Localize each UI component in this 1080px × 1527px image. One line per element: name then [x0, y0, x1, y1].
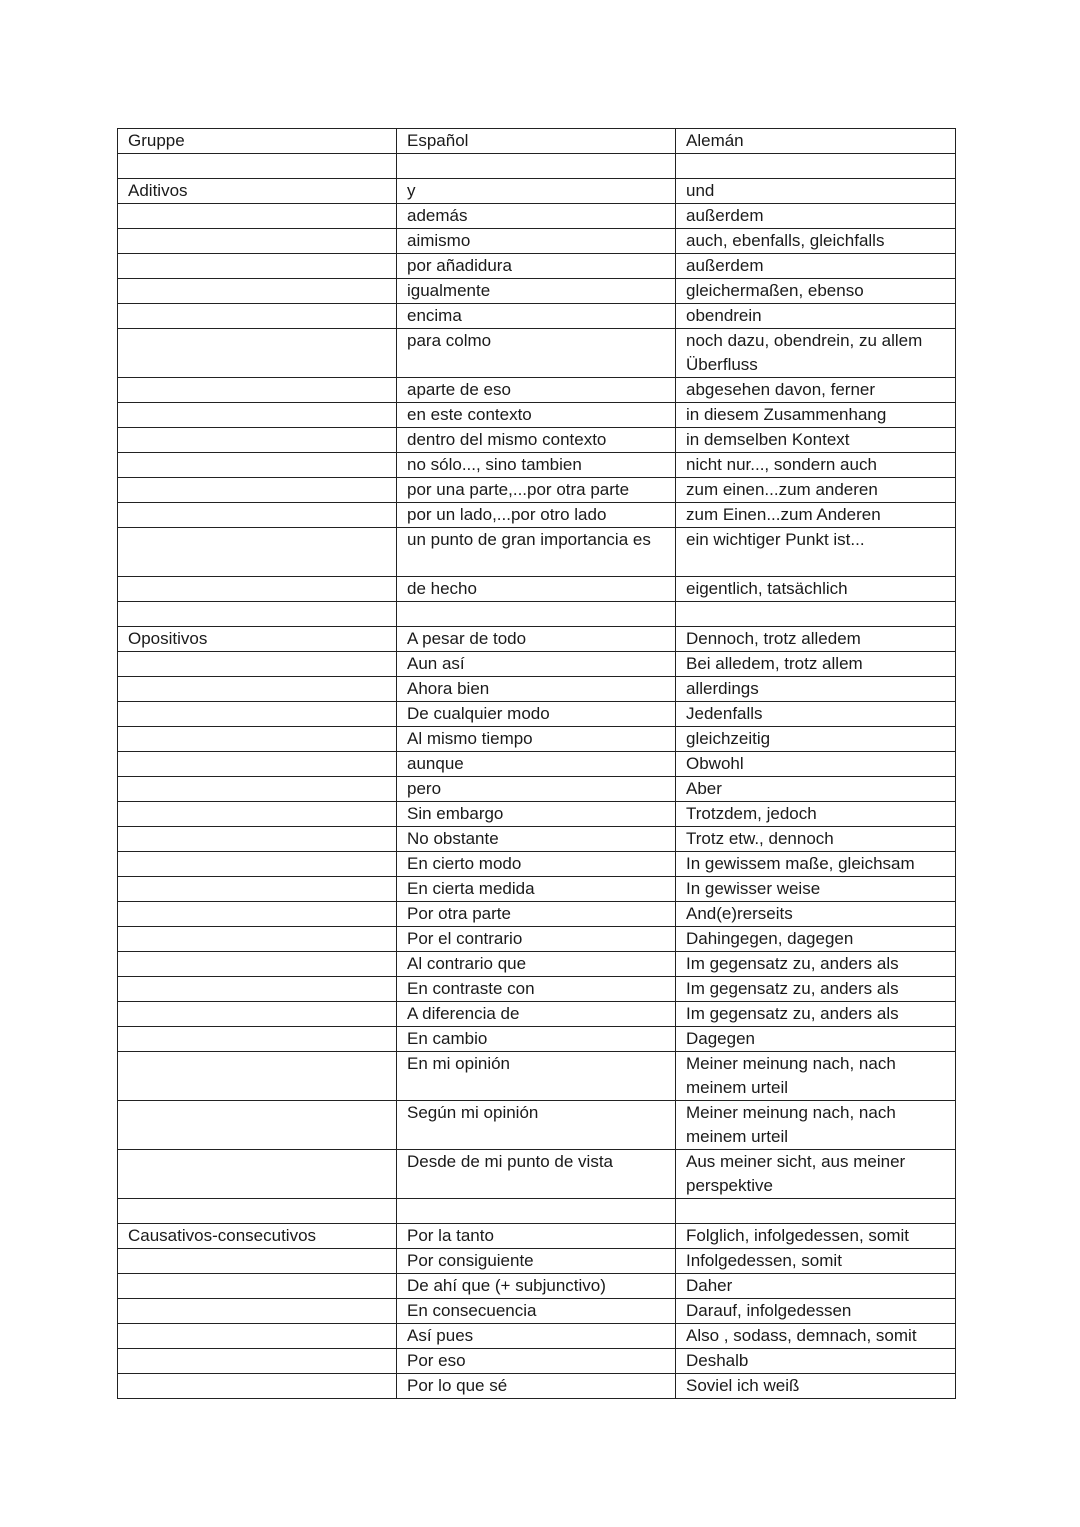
- spanish-cell: En consecuencia: [397, 1299, 676, 1324]
- spanish-cell: De cualquier modo: [397, 702, 676, 727]
- group-cell: [118, 1199, 397, 1224]
- group-cell: [118, 1274, 397, 1299]
- spanish-cell: Por otra parte: [397, 902, 676, 927]
- spanish-cell: en este contexto: [397, 403, 676, 428]
- table-row: [118, 528, 956, 577]
- group-cell: [118, 329, 397, 378]
- header-aleman: Alemán: [676, 129, 956, 154]
- german-cell: Soviel ich weiß: [676, 1374, 956, 1399]
- spanish-cell: no sólo..., sino tambien: [397, 453, 676, 478]
- group-cell: Causativos-consecutivos: [118, 1224, 397, 1249]
- spanish-cell: aunque: [397, 752, 676, 777]
- german-cell: Jedenfalls: [676, 702, 956, 727]
- spanish-cell: Desde de mi punto de vista: [397, 1150, 676, 1199]
- table-row: [118, 428, 956, 453]
- group-cell: [118, 677, 397, 702]
- spanish-cell: encima: [397, 304, 676, 329]
- german-cell: ein wichtiger Punkt ist...: [676, 528, 956, 577]
- spanish-cell: Por el contrario: [397, 927, 676, 952]
- german-cell: Aus meiner sicht, aus meiner perspektive: [676, 1150, 956, 1199]
- group-cell: [118, 1324, 397, 1349]
- german-cell: in demselben Kontext: [676, 428, 956, 453]
- group-cell: [118, 154, 397, 179]
- table-row: [118, 727, 956, 752]
- german-cell: Trotzdem, jedoch: [676, 802, 956, 827]
- group-cell: [118, 403, 397, 428]
- spanish-cell: A diferencia de: [397, 1002, 676, 1027]
- group-cell: [118, 1374, 397, 1399]
- spanish-cell: Ahora bien: [397, 677, 676, 702]
- table-row: [118, 802, 956, 827]
- german-cell: Im gegensatz zu, anders als: [676, 1002, 956, 1027]
- spanish-cell: Así pues: [397, 1324, 676, 1349]
- spanish-cell: Aun así: [397, 652, 676, 677]
- spanish-cell: Por consiguiente: [397, 1249, 676, 1274]
- table-row: [118, 154, 956, 179]
- table-row: [118, 952, 956, 977]
- group-cell: [118, 1150, 397, 1199]
- german-cell: außerdem: [676, 254, 956, 279]
- german-cell: Darauf, infolgedessen: [676, 1299, 956, 1324]
- german-cell: [676, 154, 956, 179]
- german-cell: Im gegensatz zu, anders als: [676, 977, 956, 1002]
- table-row: [118, 503, 956, 528]
- german-cell: Infolgedessen, somit: [676, 1249, 956, 1274]
- group-cell: [118, 702, 397, 727]
- group-cell: [118, 254, 397, 279]
- spanish-cell: Al mismo tiempo: [397, 727, 676, 752]
- table-row: [118, 1027, 956, 1052]
- german-cell: Deshalb: [676, 1349, 956, 1374]
- german-cell: Bei alledem, trotz allem: [676, 652, 956, 677]
- group-cell: [118, 304, 397, 329]
- group-cell: [118, 902, 397, 927]
- group-cell: [118, 577, 397, 602]
- german-cell: Daher: [676, 1274, 956, 1299]
- group-cell: [118, 852, 397, 877]
- group-cell: [118, 927, 397, 952]
- table-body: [118, 154, 956, 1399]
- group-cell: [118, 727, 397, 752]
- spanish-cell: [397, 602, 676, 627]
- german-cell: Folglich, infolgedessen, somit: [676, 1224, 956, 1249]
- spanish-cell: Según mi opinión: [397, 1101, 676, 1150]
- german-cell: zum Einen...zum Anderen: [676, 503, 956, 528]
- table-row: [118, 652, 956, 677]
- spanish-cell: por una parte,...por otra parte: [397, 478, 676, 503]
- german-cell: Aber: [676, 777, 956, 802]
- group-cell: [118, 652, 397, 677]
- group-cell: [118, 1349, 397, 1374]
- table-row: [118, 1299, 956, 1324]
- group-cell: [118, 752, 397, 777]
- group-cell: [118, 1299, 397, 1324]
- spanish-cell: aparte de eso: [397, 378, 676, 403]
- table-header-row: [118, 129, 956, 154]
- group-cell: [118, 1027, 397, 1052]
- table-row: [118, 1002, 956, 1027]
- table-row: [118, 1101, 956, 1150]
- table-row: [118, 1324, 956, 1349]
- spanish-cell: Sin embargo: [397, 802, 676, 827]
- group-cell: [118, 602, 397, 627]
- spanish-cell: En mi opinión: [397, 1052, 676, 1101]
- spanish-cell: En cierto modo: [397, 852, 676, 877]
- header-gruppe: Gruppe: [118, 129, 397, 154]
- german-cell: Dagegen: [676, 1027, 956, 1052]
- table-row: [118, 1052, 956, 1101]
- table-row: [118, 702, 956, 727]
- spanish-cell: [397, 154, 676, 179]
- table-row: [118, 229, 956, 254]
- group-cell: [118, 478, 397, 503]
- table-row: [118, 927, 956, 952]
- header-espanol: Español: [397, 129, 676, 154]
- table-row: [118, 602, 956, 627]
- table-row: [118, 179, 956, 204]
- table-row: [118, 403, 956, 428]
- spanish-cell: aimismo: [397, 229, 676, 254]
- german-cell: gleichermaßen, ebenso: [676, 279, 956, 304]
- spanish-cell: No obstante: [397, 827, 676, 852]
- spanish-cell: además: [397, 204, 676, 229]
- german-cell: zum einen...zum anderen: [676, 478, 956, 503]
- group-cell: [118, 827, 397, 852]
- german-cell: und: [676, 179, 956, 204]
- spanish-cell: Al contrario que: [397, 952, 676, 977]
- table-row: [118, 329, 956, 378]
- german-cell: Trotz etw., dennoch: [676, 827, 956, 852]
- german-cell: eigentlich, tatsächlich: [676, 577, 956, 602]
- spanish-cell: A pesar de todo: [397, 627, 676, 652]
- group-cell: Opositivos: [118, 627, 397, 652]
- german-cell: Dennoch, trotz alledem: [676, 627, 956, 652]
- german-cell: abgesehen davon, ferner: [676, 378, 956, 403]
- german-cell: noch dazu, obendrein, zu allem Überfluss: [676, 329, 956, 378]
- group-cell: [118, 777, 397, 802]
- spanish-cell: igualmente: [397, 279, 676, 304]
- german-cell: Meiner meinung nach, nach meinem urteil: [676, 1101, 956, 1150]
- table-row: [118, 852, 956, 877]
- table-row: [118, 827, 956, 852]
- spanish-cell: [397, 1199, 676, 1224]
- german-cell: gleichzeitig: [676, 727, 956, 752]
- group-cell: [118, 877, 397, 902]
- table-row: [118, 977, 956, 1002]
- group-cell: [118, 952, 397, 977]
- group-cell: [118, 1101, 397, 1150]
- german-cell: Also , sodass, demnach, somit: [676, 1324, 956, 1349]
- group-cell: [118, 453, 397, 478]
- spanish-cell: por añadidura: [397, 254, 676, 279]
- group-cell: [118, 977, 397, 1002]
- spanish-cell: Por la tanto: [397, 1224, 676, 1249]
- spanish-cell: para colmo: [397, 329, 676, 378]
- table-row: [118, 1349, 956, 1374]
- spanish-cell: En cierta medida: [397, 877, 676, 902]
- spanish-cell: Por lo que sé: [397, 1374, 676, 1399]
- german-cell: auch, ebenfalls, gleichfalls: [676, 229, 956, 254]
- table-row: [118, 304, 956, 329]
- group-cell: [118, 229, 397, 254]
- spanish-cell: Por eso: [397, 1349, 676, 1374]
- table-row: [118, 478, 956, 503]
- table-row: [118, 677, 956, 702]
- group-cell: [118, 802, 397, 827]
- group-cell: [118, 279, 397, 304]
- table-row: [118, 254, 956, 279]
- spanish-cell: y: [397, 179, 676, 204]
- table-row: [118, 777, 956, 802]
- table-row: [118, 1374, 956, 1399]
- spanish-cell: dentro del mismo contexto: [397, 428, 676, 453]
- german-cell: allerdings: [676, 677, 956, 702]
- german-cell: Im gegensatz zu, anders als: [676, 952, 956, 977]
- table-row: [118, 453, 956, 478]
- table-row: [118, 752, 956, 777]
- table-row: [118, 627, 956, 652]
- spanish-cell: En cambio: [397, 1027, 676, 1052]
- table-row: [118, 1199, 956, 1224]
- group-cell: [118, 1052, 397, 1101]
- group-cell: [118, 378, 397, 403]
- spanish-cell: por un lado,...por otro lado: [397, 503, 676, 528]
- group-cell: [118, 1002, 397, 1027]
- german-cell: Meiner meinung nach, nach meinem urteil: [676, 1052, 956, 1101]
- german-cell: [676, 1199, 956, 1224]
- table-row: [118, 204, 956, 229]
- group-cell: Aditivos: [118, 179, 397, 204]
- german-cell: obendrein: [676, 304, 956, 329]
- spanish-cell: un punto de gran importancia es: [397, 528, 676, 577]
- group-cell: [118, 428, 397, 453]
- table-row: [118, 279, 956, 304]
- table-row: [118, 1150, 956, 1199]
- vocabulary-table: [117, 128, 956, 1399]
- table-row: [118, 378, 956, 403]
- group-cell: [118, 204, 397, 229]
- group-cell: [118, 1249, 397, 1274]
- table-row: [118, 1249, 956, 1274]
- spanish-cell: De ahí que (+ subjunctivo): [397, 1274, 676, 1299]
- table-row: [118, 1274, 956, 1299]
- german-cell: [676, 602, 956, 627]
- german-cell: außerdem: [676, 204, 956, 229]
- german-cell: Obwohl: [676, 752, 956, 777]
- german-cell: And(e)rerseits: [676, 902, 956, 927]
- spanish-cell: En contraste con: [397, 977, 676, 1002]
- table-row: [118, 877, 956, 902]
- german-cell: nicht nur..., sondern auch: [676, 453, 956, 478]
- german-cell: in diesem Zusammenhang: [676, 403, 956, 428]
- german-cell: Dahingegen, dagegen: [676, 927, 956, 952]
- german-cell: In gewisser weise: [676, 877, 956, 902]
- spanish-cell: de hecho: [397, 577, 676, 602]
- group-cell: [118, 503, 397, 528]
- group-cell: [118, 528, 397, 577]
- spanish-cell: pero: [397, 777, 676, 802]
- german-cell: In gewissem maße, gleichsam: [676, 852, 956, 877]
- table-row: [118, 577, 956, 602]
- table-row: [118, 902, 956, 927]
- table-row: [118, 1224, 956, 1249]
